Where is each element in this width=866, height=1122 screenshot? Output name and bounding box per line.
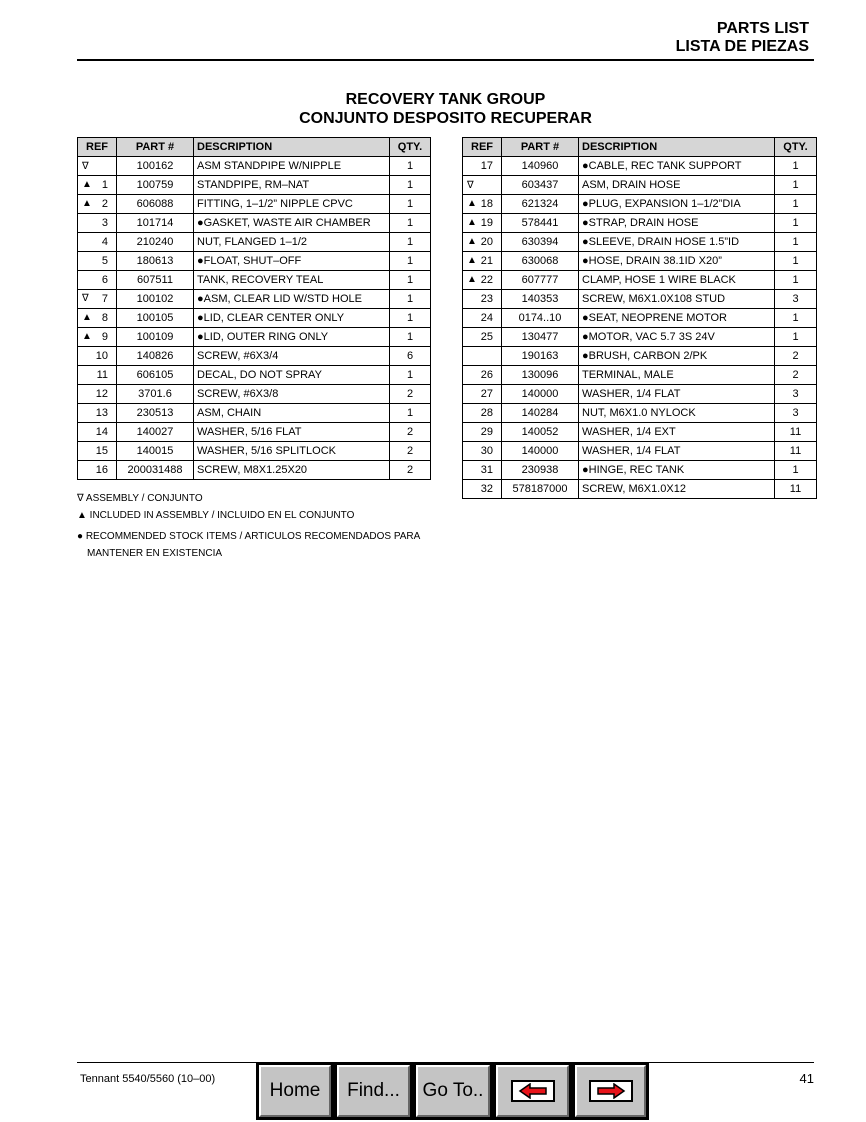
- ref-number: 4: [101, 236, 108, 248]
- description-cell: ●ASM, CLEAR LID W/STD HOLE: [194, 290, 390, 309]
- table-row: [78, 347, 431, 366]
- ref-cell: [463, 461, 502, 480]
- ref-cell: [463, 176, 502, 195]
- part-number-cell: 140052: [502, 423, 579, 442]
- quantity-cell: 1: [775, 157, 817, 176]
- part-number-cell: 606105: [117, 366, 194, 385]
- left-arrow-icon: [511, 1080, 555, 1102]
- col-ref-header: REF: [463, 138, 502, 157]
- description-cell: WASHER, 1/4 FLAT: [579, 442, 775, 461]
- quantity-cell: 1: [390, 271, 431, 290]
- table-row: [463, 385, 817, 404]
- ref-cell: [463, 480, 502, 499]
- ref-number: 14: [95, 426, 108, 438]
- ref-number: 6: [101, 274, 108, 286]
- description-cell: ●LID, OUTER RING ONLY: [194, 328, 390, 347]
- ref-marker-icon: ∇: [82, 293, 89, 304]
- quantity-cell: 2: [390, 385, 431, 404]
- description-cell: TERMINAL, MALE: [579, 366, 775, 385]
- ref-cell: [463, 423, 502, 442]
- description-cell: TANK, RECOVERY TEAL: [194, 271, 390, 290]
- table-row: [78, 461, 431, 480]
- part-number-cell: 140284: [502, 404, 579, 423]
- part-number-cell: 190163: [502, 347, 579, 366]
- part-number-cell: 230513: [117, 404, 194, 423]
- ref-cell: [78, 328, 117, 347]
- ref-marker-icon: ∇: [82, 160, 89, 172]
- ref-cell: [78, 461, 117, 480]
- ref-cell: [463, 366, 502, 385]
- legend-assembly: ∇ ASSEMBLY / CONJUNTO: [77, 493, 203, 504]
- previous-page-button[interactable]: [493, 1062, 572, 1120]
- ref-number: 22: [480, 274, 493, 286]
- description-cell: ●SEAT, NEOPRENE MOTOR: [579, 309, 775, 328]
- ref-number: 30: [480, 445, 493, 457]
- ref-marker-icon: ▲: [467, 255, 477, 266]
- quantity-cell: 2: [390, 423, 431, 442]
- description-cell: NUT, M6X1.0 NYLOCK: [579, 404, 775, 423]
- ref-marker-icon: ▲: [82, 198, 92, 209]
- table-row: [463, 309, 817, 328]
- group-title-en: RECOVERY TANK GROUP: [345, 91, 546, 108]
- col-description-header: DESCRIPTION: [194, 138, 390, 157]
- ref-marker-icon: ▲: [467, 217, 477, 228]
- ref-number: 2: [101, 198, 108, 210]
- ref-cell: [463, 328, 502, 347]
- ref-number: 3: [101, 217, 108, 229]
- description-cell: ●BRUSH, CARBON 2/PK: [579, 347, 775, 366]
- part-number-cell: 100109: [117, 328, 194, 347]
- legend-included: ▲ INCLUDED IN ASSEMBLY / INCLUIDO EN EL CONJUNTO: [77, 510, 355, 521]
- next-page-button[interactable]: [572, 1062, 649, 1120]
- ref-number: 13: [95, 407, 108, 419]
- table-row: [78, 157, 431, 176]
- table-row: [78, 176, 431, 195]
- description-cell: DECAL, DO NOT SPRAY: [194, 366, 390, 385]
- part-number-cell: 607777: [502, 271, 579, 290]
- part-number-cell: 606088: [117, 195, 194, 214]
- ref-number: 29: [480, 426, 493, 438]
- ref-number: 21: [480, 255, 493, 267]
- table-row: [463, 442, 817, 461]
- quantity-cell: 1: [775, 328, 817, 347]
- ref-cell: [78, 290, 117, 309]
- table-header-row: [463, 138, 817, 157]
- description-cell: SCREW, #6X3/8: [194, 385, 390, 404]
- ref-cell: [78, 366, 117, 385]
- ref-number: 17: [480, 160, 493, 172]
- ref-number: 9: [101, 331, 108, 343]
- ref-number: 5: [101, 255, 108, 267]
- header-divider: [77, 59, 814, 61]
- table-row: [463, 423, 817, 442]
- table-row: [463, 404, 817, 423]
- description-cell: WASHER, 5/16 SPLITLOCK: [194, 442, 390, 461]
- legend-recommended-cont: MANTENER EN EXISTENCIA: [87, 548, 223, 559]
- goto-button-label: Go To..: [422, 1080, 484, 1101]
- quantity-cell: 1: [775, 176, 817, 195]
- description-cell: ASM, DRAIN HOSE: [579, 176, 775, 195]
- quantity-cell: 2: [775, 366, 817, 385]
- part-number-cell: 210240: [117, 233, 194, 252]
- part-number-cell: 603437: [502, 176, 579, 195]
- ref-cell: [78, 385, 117, 404]
- table-row: [463, 347, 817, 366]
- quantity-cell: 1: [390, 176, 431, 195]
- col-part-header: PART #: [117, 138, 194, 157]
- description-cell: SCREW, #6X3/4: [194, 347, 390, 366]
- ref-cell: [78, 309, 117, 328]
- part-number-cell: 630394: [502, 233, 579, 252]
- part-number-cell: 100102: [117, 290, 194, 309]
- ref-cell: [78, 442, 117, 461]
- quantity-cell: 1: [775, 233, 817, 252]
- description-cell: NUT, FLANGED 1–1/2: [194, 233, 390, 252]
- quantity-cell: 1: [390, 252, 431, 271]
- right-arrow-icon: [589, 1080, 633, 1102]
- ref-cell: [78, 252, 117, 271]
- part-number-cell: 140826: [117, 347, 194, 366]
- table-row: [78, 309, 431, 328]
- quantity-cell: 2: [775, 347, 817, 366]
- table-row: [78, 233, 431, 252]
- ref-cell: [463, 252, 502, 271]
- ref-number: 23: [480, 293, 493, 305]
- quantity-cell: 1: [390, 195, 431, 214]
- ref-cell: [78, 404, 117, 423]
- ref-marker-icon: ▲: [467, 198, 477, 209]
- description-cell: SCREW, M8X1.25X20: [194, 461, 390, 480]
- quantity-cell: 11: [775, 480, 817, 499]
- quantity-cell: 1: [390, 157, 431, 176]
- description-cell: ●HINGE, REC TANK: [579, 461, 775, 480]
- part-number-cell: 200031488: [117, 461, 194, 480]
- ref-cell: [78, 214, 117, 233]
- ref-cell: [463, 290, 502, 309]
- description-cell: ●FLOAT, SHUT–OFF: [194, 252, 390, 271]
- description-cell: WASHER, 1/4 EXT: [579, 423, 775, 442]
- part-number-cell: 607511: [117, 271, 194, 290]
- part-number-cell: 100759: [117, 176, 194, 195]
- ref-cell: [463, 442, 502, 461]
- group-title-es: CONJUNTO DESPOSITO RECUPERAR: [299, 110, 592, 127]
- table-row: [463, 252, 817, 271]
- quantity-cell: 2: [390, 461, 431, 480]
- quantity-cell: 2: [390, 442, 431, 461]
- part-number-cell: 0174..10: [502, 309, 579, 328]
- table-row: [463, 366, 817, 385]
- description-cell: ●MOTOR, VAC 5.7 3S 24V: [579, 328, 775, 347]
- ref-cell: [463, 385, 502, 404]
- table-row: [78, 271, 431, 290]
- description-cell: STANDPIPE, RM–NAT: [194, 176, 390, 195]
- table-row: [463, 480, 817, 499]
- ref-number: 24: [480, 312, 493, 324]
- ref-cell: [463, 214, 502, 233]
- col-description-header: DESCRIPTION: [579, 138, 775, 157]
- ref-cell: [78, 157, 117, 176]
- table-row: [463, 290, 817, 309]
- parts-table-right: [462, 137, 817, 499]
- part-number-cell: 130477: [502, 328, 579, 347]
- ref-number: 32: [480, 483, 493, 495]
- description-cell: ●STRAP, DRAIN HOSE: [579, 214, 775, 233]
- part-number-cell: 140000: [502, 385, 579, 404]
- ref-cell: [463, 195, 502, 214]
- quantity-cell: 1: [775, 214, 817, 233]
- quantity-cell: 1: [390, 309, 431, 328]
- quantity-cell: 3: [775, 290, 817, 309]
- table-header-row: [78, 138, 431, 157]
- ref-number: 19: [480, 217, 493, 229]
- ref-number: 1: [101, 179, 108, 191]
- description-cell: ASM STANDPIPE W/NIPPLE: [194, 157, 390, 176]
- table-row: [78, 366, 431, 385]
- quantity-cell: 1: [390, 233, 431, 252]
- table-row: [78, 385, 431, 404]
- ref-marker-icon: ▲: [467, 274, 477, 285]
- quantity-cell: 1: [775, 309, 817, 328]
- col-part-header: PART #: [502, 138, 579, 157]
- find-button[interactable]: [334, 1062, 413, 1120]
- part-number-cell: 140000: [502, 442, 579, 461]
- table-row: [463, 195, 817, 214]
- col-qty-header: QTY.: [390, 138, 431, 157]
- ref-cell: [463, 157, 502, 176]
- legend-recommended: ● RECOMMENDED STOCK ITEMS / ARTICULOS RECOMENDADOS PARA: [77, 531, 421, 542]
- quantity-cell: 3: [775, 385, 817, 404]
- description-cell: SCREW, M6X1.0X12: [579, 480, 775, 499]
- ref-marker-icon: ▲: [82, 331, 92, 342]
- description-cell: ●SLEEVE, DRAIN HOSE 1.5”ID: [579, 233, 775, 252]
- part-number-cell: 180613: [117, 252, 194, 271]
- goto-button[interactable]: [413, 1062, 493, 1120]
- footer-model-info: Tennant 5540/5560 (10–00): [80, 1073, 216, 1085]
- find-button-label: Find...: [347, 1080, 400, 1101]
- page-header: [676, 20, 809, 56]
- part-number-cell: 621324: [502, 195, 579, 214]
- ref-cell: [78, 423, 117, 442]
- table-row: [78, 214, 431, 233]
- ref-cell: [78, 195, 117, 214]
- description-cell: ●GASKET, WASTE AIR CHAMBER: [194, 214, 390, 233]
- table-row: [78, 290, 431, 309]
- ref-number: 27: [480, 388, 493, 400]
- description-cell: FITTING, 1–1/2” NIPPLE CPVC: [194, 195, 390, 214]
- part-number-cell: 578441: [502, 214, 579, 233]
- home-button-label: Home: [269, 1080, 321, 1101]
- description-cell: ●HOSE, DRAIN 38.1ID X20”: [579, 252, 775, 271]
- description-cell: SCREW, M6X1.0X108 STUD: [579, 290, 775, 309]
- part-number-cell: 140353: [502, 290, 579, 309]
- table-row: [463, 271, 817, 290]
- quantity-cell: 1: [775, 271, 817, 290]
- table-row: [463, 233, 817, 252]
- ref-marker-icon: ▲: [82, 179, 92, 190]
- table-row: [78, 442, 431, 461]
- part-number-cell: 630068: [502, 252, 579, 271]
- table-row: [78, 328, 431, 347]
- part-number-cell: 130096: [502, 366, 579, 385]
- table-row: [463, 157, 817, 176]
- part-number-cell: 230938: [502, 461, 579, 480]
- quantity-cell: 1: [390, 328, 431, 347]
- ref-number: 16: [95, 464, 108, 476]
- ref-cell: [463, 233, 502, 252]
- ref-number: 8: [101, 312, 108, 324]
- quantity-cell: 1: [390, 214, 431, 233]
- description-cell: ASM, CHAIN: [194, 404, 390, 423]
- quantity-cell: 11: [775, 423, 817, 442]
- header-title-es: LISTA DE PIEZAS: [675, 38, 809, 55]
- ref-cell: [78, 233, 117, 252]
- ref-cell: [78, 347, 117, 366]
- group-title: [77, 90, 814, 128]
- part-number-cell: 3701.6: [117, 385, 194, 404]
- quantity-cell: 6: [390, 347, 431, 366]
- ref-number: 31: [480, 464, 493, 476]
- description-cell: WASHER, 1/4 FLAT: [579, 385, 775, 404]
- ref-number: 7: [101, 293, 108, 305]
- ref-number: 25: [480, 331, 493, 343]
- quantity-cell: 1: [775, 252, 817, 271]
- part-number-cell: 140015: [117, 442, 194, 461]
- table-row: [78, 423, 431, 442]
- description-cell: CLAMP, HOSE 1 WIRE BLACK: [579, 271, 775, 290]
- quantity-cell: 1: [775, 195, 817, 214]
- ref-number: 28: [480, 407, 493, 419]
- page-number: 41: [799, 1071, 814, 1086]
- quantity-cell: 1: [390, 366, 431, 385]
- part-number-cell: 140027: [117, 423, 194, 442]
- part-number-cell: 578187000: [502, 480, 579, 499]
- quantity-cell: 1: [775, 461, 817, 480]
- table-row: [463, 176, 817, 195]
- ref-marker-icon: ▲: [82, 312, 92, 323]
- ref-number: 10: [95, 350, 108, 362]
- part-number-cell: 140960: [502, 157, 579, 176]
- col-qty-header: QTY.: [775, 138, 817, 157]
- description-cell: ●LID, CLEAR CENTER ONLY: [194, 309, 390, 328]
- header-title-en: PARTS LIST: [716, 20, 809, 37]
- quantity-cell: 1: [390, 404, 431, 423]
- ref-cell: [463, 271, 502, 290]
- ref-number: 12: [95, 388, 108, 400]
- ref-number: 11: [96, 369, 108, 381]
- ref-marker-icon: ∇: [467, 179, 474, 191]
- ref-cell: [78, 176, 117, 195]
- description-cell: WASHER, 5/16 FLAT: [194, 423, 390, 442]
- table-row: [463, 214, 817, 233]
- ref-cell: [463, 347, 502, 366]
- ref-number: 18: [480, 198, 493, 210]
- table-row: [78, 404, 431, 423]
- ref-cell: [463, 404, 502, 423]
- part-number-cell: 101714: [117, 214, 194, 233]
- quantity-cell: 11: [775, 442, 817, 461]
- table-row: [78, 252, 431, 271]
- table-row: [463, 328, 817, 347]
- part-number-cell: 100162: [117, 157, 194, 176]
- ref-number: 20: [480, 236, 493, 248]
- parts-table-left: [77, 137, 431, 480]
- table-row: [463, 461, 817, 480]
- ref-number: 26: [480, 369, 493, 381]
- col-ref-header: REF: [78, 138, 117, 157]
- table-row: [78, 195, 431, 214]
- part-number-cell: 100105: [117, 309, 194, 328]
- description-cell: ●CABLE, REC TANK SUPPORT: [579, 157, 775, 176]
- quantity-cell: 3: [775, 404, 817, 423]
- description-cell: ●PLUG, EXPANSION 1–1/2”DIA: [579, 195, 775, 214]
- ref-marker-icon: ▲: [467, 236, 477, 247]
- ref-cell: [463, 309, 502, 328]
- ref-number: 15: [95, 445, 108, 457]
- quantity-cell: 1: [390, 290, 431, 309]
- home-button[interactable]: [256, 1062, 334, 1120]
- ref-cell: [78, 271, 117, 290]
- legend: [77, 490, 420, 562]
